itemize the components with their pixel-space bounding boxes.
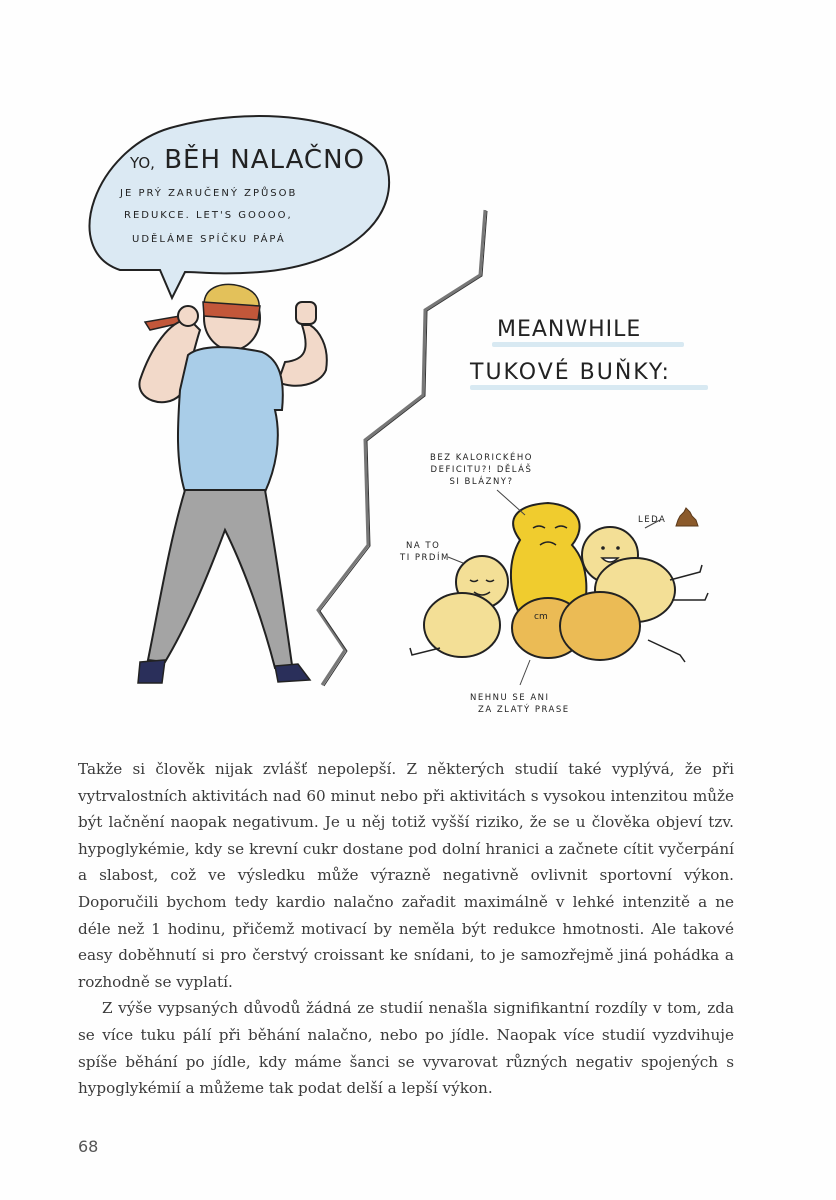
paragraph: Takže si člověk nijak zvlášť nepolepší. Z některých studií také vyplývá, že při vytrvalostních aktivitách nad 60 minut nebo při aktivitách s vysokou intenzitou může být lačnění naopak negativum. Je u něj totiž vyšší riziko, že se u člověka objeví tzv. hypoglykémie, kdy se krevní cukr dostane pod dolní hranici a začnete cítit vyčerpání a slabost, což ve výsledku může výrazně negativně ovlivnit sportovní výkon. Doporučili bychom tedy kardio nalačno zařadit maximálně v lehké intenzitě a ne déle než 1 hodinu, přičemž motivací by neměla být redukce hmotnosti. Ale takové easy doběhnutí si pro čerstvý croissant ke snídani, to je samozřejmě jiná pohádka a rozhodně se vyplatí. bbox=[78, 760, 734, 991]
paragraph: Z výše vypsaných důvodů žádná ze studií nenašla signifikantní rozdíly v tom, zda se více tuku pálí při běhání nalačno, nebo po jídle. Naopak více studií vyzdvihuje spíše běhání po jídle, kdy máme šanci se vyvarovat různých negativ spojených s hypoglykémií a můžeme tak podat delší a lepší výkon. bbox=[78, 999, 734, 1098]
caption-line: NA TO bbox=[406, 541, 441, 551]
speech-bubble-heading: BĚH NALAČNO bbox=[164, 145, 365, 175]
caption-right-cell: LEDA bbox=[638, 515, 667, 525]
caption-line: NEHNU SE ANI bbox=[470, 693, 550, 703]
fat-cells-heading: TUKOVÉ BUŇKY: bbox=[470, 360, 671, 385]
caption-line: SI BLÁZNY? bbox=[449, 477, 514, 487]
speech-bubble bbox=[90, 116, 390, 298]
meanwhile-heading: MEANWHILE bbox=[497, 317, 642, 342]
caption-bottom-cell bbox=[470, 692, 570, 716]
caption-line: TI PRDÍM bbox=[400, 553, 450, 563]
caption-line: DEFICITU?! DĚLÁŠ bbox=[430, 465, 533, 475]
caption-center-cell bbox=[430, 452, 533, 488]
page-number: 68 bbox=[78, 1137, 99, 1156]
speech-bubble-line: UDĚLÁME SPÍČKU PÁPÁ bbox=[132, 234, 286, 245]
runner-figure bbox=[138, 284, 327, 683]
caption-line: BEZ KALORICKÉHO bbox=[430, 453, 533, 463]
poop-icon bbox=[676, 508, 698, 526]
body-text bbox=[78, 756, 734, 1102]
speech-bubble-line: JE PRÝ ZARUČENÝ ZPŮSOB bbox=[120, 188, 298, 199]
speech-bubble-prefix: YO, bbox=[130, 154, 155, 172]
cell-face-text: cm bbox=[534, 612, 548, 622]
speech-bubble-line: REDUKCE. LET'S GOOOO, bbox=[124, 210, 293, 221]
heading-highlight-1 bbox=[492, 342, 684, 347]
speech-bubble-title bbox=[130, 145, 365, 175]
caption-line: ZA ZLATÝ PRASE bbox=[478, 705, 570, 715]
caption-left-cell bbox=[400, 540, 450, 564]
heading-highlight-2 bbox=[470, 385, 708, 390]
